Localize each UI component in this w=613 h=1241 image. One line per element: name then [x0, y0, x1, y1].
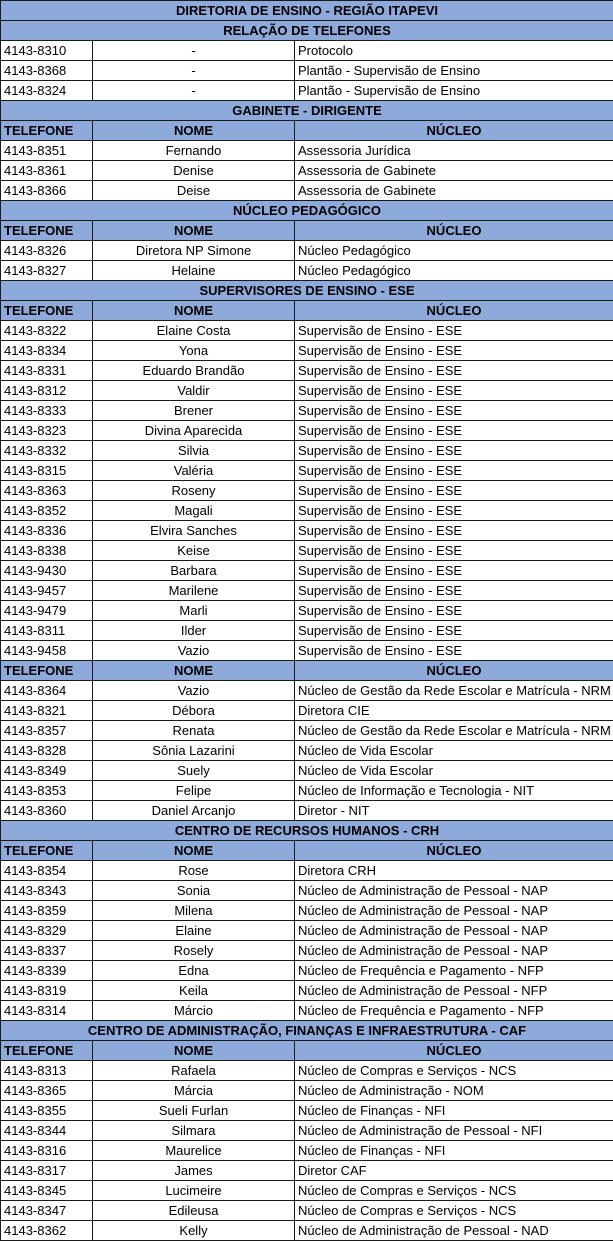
name-cell: Keise [93, 541, 295, 561]
table-row [1, 941, 613, 961]
name-cell: Keila [93, 981, 295, 1001]
table-row [1, 801, 613, 821]
name-cell: Rafaela [93, 1061, 295, 1081]
table-row [1, 161, 613, 181]
nucleo-cell: Supervisão de Ensino - ESE [295, 481, 613, 501]
table-row [1, 181, 613, 201]
name-cell: Elaine [93, 921, 295, 941]
table-row [1, 61, 613, 81]
phone-cell: 4143-8327 [1, 261, 93, 281]
nucleo-cell: Supervisão de Ensino - ESE [295, 501, 613, 521]
nucleo-cell: Assessoria de Gabinete [295, 181, 613, 201]
table-row [1, 901, 613, 921]
name-cell: Denise [93, 161, 295, 181]
column-header-row [1, 221, 613, 241]
nucleo-cell: Supervisão de Ensino - ESE [295, 361, 613, 381]
nucleo-cell: Supervisão de Ensino - ESE [295, 461, 613, 481]
table-row [1, 961, 613, 981]
name-cell: Silmara [93, 1121, 295, 1141]
table-row [1, 561, 613, 581]
table-row [1, 601, 613, 621]
sheet-title: DIRETORIA DE ENSINO - REGIÃO ITAPEVI [1, 1, 613, 21]
table-row [1, 761, 613, 781]
nucleo-cell: Supervisão de Ensino - ESE [295, 561, 613, 581]
phone-cell: 4143-8337 [1, 941, 93, 961]
phone-cell: 4143-8319 [1, 981, 93, 1001]
column-header-row [1, 1041, 613, 1061]
name-cell: Vazio [93, 641, 295, 661]
column-header-row [1, 661, 613, 681]
phone-cell: 4143-8313 [1, 1061, 93, 1081]
column-header-nucleo: NÚCLEO [295, 221, 613, 241]
name-cell: Magali [93, 501, 295, 521]
phone-cell: 4143-8365 [1, 1081, 93, 1101]
nucleo-cell: Núcleo de Administração de Pessoal - NAP [295, 881, 613, 901]
name-cell: Brener [93, 401, 295, 421]
name-cell: Rosely [93, 941, 295, 961]
name-cell: Ilder [93, 621, 295, 641]
subtitle-row [1, 21, 613, 41]
name-cell: Renata [93, 721, 295, 741]
phone-cell: 4143-8355 [1, 1101, 93, 1121]
table-row [1, 81, 613, 101]
nucleo-cell: Diretor CAF [295, 1161, 613, 1181]
name-cell: Maurelice [93, 1141, 295, 1161]
table-row [1, 1121, 613, 1141]
column-header-nome: NOME [93, 841, 295, 861]
nucleo-cell: Núcleo Pedagógico [295, 261, 613, 281]
nucleo-cell: Núcleo de Compras e Serviços - NCS [295, 1061, 613, 1081]
column-header-telefone: TELEFONE [1, 221, 93, 241]
table-row [1, 721, 613, 741]
nucleo-cell: Núcleo de Administração de Pessoal - NAD [295, 1221, 613, 1241]
name-cell: - [93, 81, 295, 101]
phone-cell: 4143-8349 [1, 761, 93, 781]
table-row [1, 981, 613, 1001]
phone-cell: 4143-8338 [1, 541, 93, 561]
phone-cell: 4143-8333 [1, 401, 93, 421]
table-row [1, 541, 613, 561]
phone-cell: 4143-8363 [1, 481, 93, 501]
phone-cell: 4143-8351 [1, 141, 93, 161]
column-header-telefone: TELEFONE [1, 301, 93, 321]
nucleo-cell: Núcleo de Administração - NOM [295, 1081, 613, 1101]
name-cell: Lucimeire [93, 1181, 295, 1201]
nucleo-cell: Núcleo de Informação e Tecnologia - NIT [295, 781, 613, 801]
table-row [1, 461, 613, 481]
table-row [1, 1161, 613, 1181]
phone-cell: 4143-8362 [1, 1221, 93, 1241]
nucleo-cell: Diretora CIE [295, 701, 613, 721]
nucleo-cell: Núcleo de Gestão da Rede Escolar e Matrícula - NRM [295, 721, 613, 741]
table-row [1, 1061, 613, 1081]
phone-cell: 4143-8336 [1, 521, 93, 541]
table-row [1, 521, 613, 541]
section-title-row [1, 201, 613, 221]
name-cell: Roseny [93, 481, 295, 501]
phone-cell: 4143-8331 [1, 361, 93, 381]
nucleo-cell: Diretor - NIT [295, 801, 613, 821]
name-cell: Milena [93, 901, 295, 921]
name-cell: Kelly [93, 1221, 295, 1241]
table-row [1, 401, 613, 421]
name-cell: Deise [93, 181, 295, 201]
phone-cell: 4143-8324 [1, 81, 93, 101]
table-row [1, 341, 613, 361]
phone-cell: 4143-8368 [1, 61, 93, 81]
table-row [1, 581, 613, 601]
name-cell: Helaine [93, 261, 295, 281]
name-cell: Felipe [93, 781, 295, 801]
table-row [1, 1181, 613, 1201]
table-row [1, 1201, 613, 1221]
name-cell: Sueli Furlan [93, 1101, 295, 1121]
name-cell: Yona [93, 341, 295, 361]
phone-cell: 4143-8314 [1, 1001, 93, 1021]
section-title: CENTRO DE ADMINISTRAÇÃO, FINANÇAS E INFRAESTRUTURA - CAF [1, 1021, 613, 1041]
nucleo-cell: Núcleo de Vida Escolar [295, 741, 613, 761]
column-header-row [1, 121, 613, 141]
name-cell: - [93, 61, 295, 81]
name-cell: Daniel Arcanjo [93, 801, 295, 821]
table-row [1, 321, 613, 341]
table-row [1, 141, 613, 161]
phone-cell: 4143-8357 [1, 721, 93, 741]
table-row [1, 1081, 613, 1101]
name-cell: Divina Aparecida [93, 421, 295, 441]
name-cell: Márcia [93, 1081, 295, 1101]
table-row [1, 481, 613, 501]
nucleo-cell: Diretora CRH [295, 861, 613, 881]
nucleo-cell: Supervisão de Ensino - ESE [295, 321, 613, 341]
name-cell: Diretora NP Simone [93, 241, 295, 261]
table-row [1, 861, 613, 881]
section-title: GABINETE - DIRIGENTE [1, 101, 613, 121]
name-cell: Rose [93, 861, 295, 881]
column-header-nucleo: NÚCLEO [295, 121, 613, 141]
column-header-telefone: TELEFONE [1, 661, 93, 681]
nucleo-cell: Núcleo de Administração de Pessoal - NAP [295, 941, 613, 961]
phone-cell: 4143-8344 [1, 1121, 93, 1141]
nucleo-cell: Núcleo de Finanças - NFI [295, 1101, 613, 1121]
phone-cell: 4143-9457 [1, 581, 93, 601]
table-row [1, 701, 613, 721]
name-cell: Débora [93, 701, 295, 721]
name-cell: Elaine Costa [93, 321, 295, 341]
name-cell: Suely [93, 761, 295, 781]
table-row [1, 361, 613, 381]
phone-cell: 4143-9458 [1, 641, 93, 661]
nucleo-cell: Protocolo [295, 41, 613, 61]
name-cell: Sônia Lazarini [93, 741, 295, 761]
column-header-nome: NOME [93, 121, 295, 141]
phone-cell: 4143-8347 [1, 1201, 93, 1221]
table-row [1, 1221, 613, 1241]
phone-cell: 4143-8354 [1, 861, 93, 881]
table-row [1, 681, 613, 701]
name-cell: Marilene [93, 581, 295, 601]
nucleo-cell: Núcleo de Administração de Pessoal - NAP [295, 901, 613, 921]
name-cell: Fernando [93, 141, 295, 161]
section-title-row [1, 821, 613, 841]
nucleo-cell: Supervisão de Ensino - ESE [295, 641, 613, 661]
column-header-telefone: TELEFONE [1, 841, 93, 861]
table-row [1, 501, 613, 521]
table-row [1, 1141, 613, 1161]
phone-cell: 4143-8317 [1, 1161, 93, 1181]
phone-cell: 4143-8315 [1, 461, 93, 481]
nucleo-cell: Núcleo de Administração de Pessoal - NFI [295, 1121, 613, 1141]
column-header-nucleo: NÚCLEO [295, 301, 613, 321]
phone-cell: 4143-8316 [1, 1141, 93, 1161]
phone-cell: 4143-9430 [1, 561, 93, 581]
phone-cell: 4143-8334 [1, 341, 93, 361]
section-title: SUPERVISORES DE ENSINO - ESE [1, 281, 613, 301]
title-row [1, 1, 613, 21]
nucleo-cell: Núcleo de Administração de Pessoal - NFP [295, 981, 613, 1001]
phone-cell: 4143-8359 [1, 901, 93, 921]
name-cell: Edileusa [93, 1201, 295, 1221]
table-row [1, 261, 613, 281]
phone-cell: 4143-8339 [1, 961, 93, 981]
column-header-nucleo: NÚCLEO [295, 841, 613, 861]
nucleo-cell: Supervisão de Ensino - ESE [295, 601, 613, 621]
table-row [1, 881, 613, 901]
nucleo-cell: Supervisão de Ensino - ESE [295, 401, 613, 421]
column-header-nucleo: NÚCLEO [295, 661, 613, 681]
column-header-row [1, 841, 613, 861]
nucleo-cell: Assessoria Jurídica [295, 141, 613, 161]
table-row [1, 641, 613, 661]
nucleo-cell: Plantão - Supervisão de Ensino [295, 61, 613, 81]
nucleo-cell: Supervisão de Ensino - ESE [295, 541, 613, 561]
name-cell: Eduardo Brandão [93, 361, 295, 381]
phone-cell: 4143-8345 [1, 1181, 93, 1201]
name-cell: Edna [93, 961, 295, 981]
nucleo-cell: Supervisão de Ensino - ESE [295, 381, 613, 401]
nucleo-cell: Núcleo de Frequência e Pagamento - NFP [295, 961, 613, 981]
name-cell: Barbara [93, 561, 295, 581]
sheet-subtitle: RELAÇÃO DE TELEFONES [1, 21, 613, 41]
table-row [1, 741, 613, 761]
section-title-row [1, 101, 613, 121]
section-title-row [1, 1021, 613, 1041]
section-title: NÚCLEO PEDAGÓGICO [1, 201, 613, 221]
phone-cell: 4143-8323 [1, 421, 93, 441]
name-cell: Valéria [93, 461, 295, 481]
table-row [1, 41, 613, 61]
table-row [1, 441, 613, 461]
column-header-telefone: TELEFONE [1, 121, 93, 141]
phone-cell: 4143-8343 [1, 881, 93, 901]
table-row [1, 241, 613, 261]
phone-cell: 4143-8321 [1, 701, 93, 721]
phone-cell: 4143-8361 [1, 161, 93, 181]
phone-cell: 4143-8360 [1, 801, 93, 821]
name-cell: Marli [93, 601, 295, 621]
nucleo-cell: Núcleo de Gestão da Rede Escolar e Matrícula - NRM [295, 681, 613, 701]
name-cell: Vazio [93, 681, 295, 701]
phone-cell: 4143-8353 [1, 781, 93, 801]
phone-cell: 4143-8322 [1, 321, 93, 341]
phone-cell: 4143-8332 [1, 441, 93, 461]
phone-cell: 4143-9479 [1, 601, 93, 621]
table-row [1, 921, 613, 941]
column-header-nome: NOME [93, 661, 295, 681]
table-row [1, 1001, 613, 1021]
nucleo-cell: Núcleo Pedagógico [295, 241, 613, 261]
nucleo-cell: Plantão - Supervisão de Ensino [295, 81, 613, 101]
phone-table-body [1, 1, 613, 1241]
nucleo-cell: Núcleo de Frequência e Pagamento - NFP [295, 1001, 613, 1021]
phone-cell: 4143-8366 [1, 181, 93, 201]
section-title-row [1, 281, 613, 301]
column-header-nome: NOME [93, 1041, 295, 1061]
table-row [1, 1101, 613, 1121]
column-header-nome: NOME [93, 221, 295, 241]
nucleo-cell: Núcleo de Compras e Serviços - NCS [295, 1181, 613, 1201]
nucleo-cell: Núcleo de Compras e Serviços - NCS [295, 1201, 613, 1221]
nucleo-cell: Supervisão de Ensino - ESE [295, 421, 613, 441]
name-cell: Valdir [93, 381, 295, 401]
column-header-row [1, 301, 613, 321]
column-header-telefone: TELEFONE [1, 1041, 93, 1061]
nucleo-cell: Núcleo de Administração de Pessoal - NAP [295, 921, 613, 941]
table-row [1, 421, 613, 441]
name-cell: Márcio [93, 1001, 295, 1021]
nucleo-cell: Supervisão de Ensino - ESE [295, 441, 613, 461]
column-header-nome: NOME [93, 301, 295, 321]
name-cell: - [93, 41, 295, 61]
name-cell: James [93, 1161, 295, 1181]
phone-cell: 4143-8328 [1, 741, 93, 761]
nucleo-cell: Supervisão de Ensino - ESE [295, 581, 613, 601]
phone-cell: 4143-8326 [1, 241, 93, 261]
name-cell: Sonia [93, 881, 295, 901]
nucleo-cell: Assessoria de Gabinete [295, 161, 613, 181]
nucleo-cell: Núcleo de Finanças - NFI [295, 1141, 613, 1161]
name-cell: Silvia [93, 441, 295, 461]
phone-cell: 4143-8311 [1, 621, 93, 641]
nucleo-cell: Núcleo de Vida Escolar [295, 761, 613, 781]
phone-cell: 4143-8364 [1, 681, 93, 701]
name-cell: Elvira Sanches [93, 521, 295, 541]
table-row [1, 621, 613, 641]
phone-cell: 4143-8352 [1, 501, 93, 521]
nucleo-cell: Supervisão de Ensino - ESE [295, 621, 613, 641]
phone-cell: 4143-8310 [1, 41, 93, 61]
table-row [1, 781, 613, 801]
nucleo-cell: Supervisão de Ensino - ESE [295, 341, 613, 361]
nucleo-cell: Supervisão de Ensino - ESE [295, 521, 613, 541]
phone-cell: 4143-8329 [1, 921, 93, 941]
section-title: CENTRO DE RECURSOS HUMANOS - CRH [1, 821, 613, 841]
column-header-nucleo: NÚCLEO [295, 1041, 613, 1061]
phone-cell: 4143-8312 [1, 381, 93, 401]
table-row [1, 381, 613, 401]
